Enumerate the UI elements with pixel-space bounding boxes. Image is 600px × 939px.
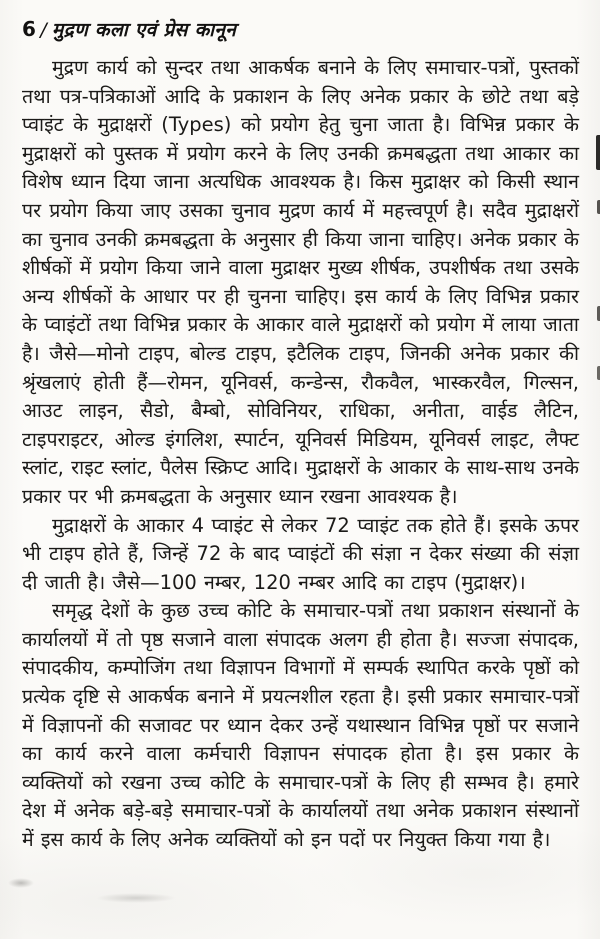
- scan-smudge: [96, 893, 176, 903]
- body-paragraph-3: समृद्ध देशों के कुछ उच्च कोटि के समाचार-पत्रों तथा प्रकाशन संस्थानों के कार्यालयों में तो पृष्ठ सजाने वाला संपादक अलग ही होता है। सज्जा संपादक, संपादकीय, कम्पोजिंग तथा विज्ञापन विभागों में सम्पर्क स्थापित करके पृष्ठों को प्रत्येक दृष्टि से आकर्षक बनाने में प्रयत्नशील रहता है। इसी प्रकार समाचार-पत्रों में विज्ञापनों की सजावट पर ध्यान देकर उन्हें यथास्थान विभिन्न पृष्ठों पर सजाने का कार्य करने वाला कर्मचारी विज्ञापन संपादक होता है। इस प्रकार के व्यक्तियों को रखना उच्च कोटि के समाचार-पत्रों के लिए ही सम्भव है। हमारे देश में अनेक बड़े-बड़े समाचार-पत्रों के कार्यालयों तथा अनेक प्रकाशन संस्थानों में इस कार्य के लिए अनेक व्यक्तियों को इन पदों पर नियुक्त किया गया है।: [22, 599, 580, 852]
- body-text-block: [22, 54, 579, 855]
- scan-smudge: [8, 878, 34, 888]
- header-separator: /: [40, 19, 47, 41]
- running-header: [22, 14, 579, 45]
- page-content: [22, 14, 579, 855]
- book-title: मुद्रण कला एवं प्रेस कानून: [51, 19, 237, 41]
- body-paragraph-1: मुद्रण कार्य को सुन्दर तथा आकर्षक बनाने के लिए समाचार-पत्रों, पुस्तकों तथा पत्र-पत्रिकाओं आदि के प्रकाशन के लिए अनेक प्रकार के छोटे तथा बड़े प्वाइंट के मुद्राक्षरों (Types) को प्रयोग हेतु चुना जाता है। विभिन्न प्रकार के मुद्राक्षरों को पुस्तक में प्रयोग करने के लिए उनकी क्रमबद्धता तथा आकार का विशेष ध्यान दिया जाना अत्यधिक आवश्यक है। किस मुद्राक्षर को किसी स्थान पर प्रयोग किया जाए उसका चुनाव मुद्रण कार्य में महत्त्वपूर्ण है। सदैव मुद्राक्षरों का चुनाव उनकी क्रमबद्धता के अनुसार ही किया जाना चाहिए। अनेक प्रकार के शीर्षकों में प्रयोग किया जाने वाला मुद्राक्षर मुख्य शीर्षक, उपशीर्षक तथा उसके अन्य शीर्षकों के आधार पर ही चुनना चाहिए। इस कार्य के लिए विभिन्न प्रकार के प्वाइंटों तथा विभिन्न प्रकार के आकार वाले मुद्राक्षरों को प्रयोग में लाया जाता है। जैसे—मोनो टाइप, बोल्ड टाइप, इटैलिक टाइप, जिनकी अनेक प्रकार की श्रृंखलाएं होती हैं—रोमन, यूनिवर्स, कन्डेन्स, रौकवैल, भास्करवैल, गिल्सन, आउट लाइन, सैडो, बैम्बो, सोविनियर, राधिका, अनीता, वाईड लैटिन, टाइपराइटर, ओल्ड इंगलिश, स्पार्टन, यूनिवर्स मिडियम, यूनिवर्स लाइट, लैफ्ट स्लांट, राइट स्लांट, पैलेस स्क्रिप्ट आदि। मुद्राक्षरों के आकार के साथ-साथ उनके प्रकार पर भी क्रमबद्धता के अनुसार ध्यान रखना आवश्यक है।: [22, 56, 579, 508]
- scan-edge-artifact: [596, 135, 600, 170]
- page-number: 6: [22, 17, 37, 41]
- body-paragraph-2: मुद्राक्षरों के आकार 4 प्वाइंट से लेकर 72 प्वाइंट तक होते हैं। इसके ऊपर भी टाइप होते हैं, जिन्हें 72 के बाद प्वाइंटों की संज्ञा न देकर संख्या की संज्ञा दी जाती है। जैसे—100 नम्बर, 120 नम्बर आदि का टाइप (मुद्राक्षर)।: [22, 513, 579, 594]
